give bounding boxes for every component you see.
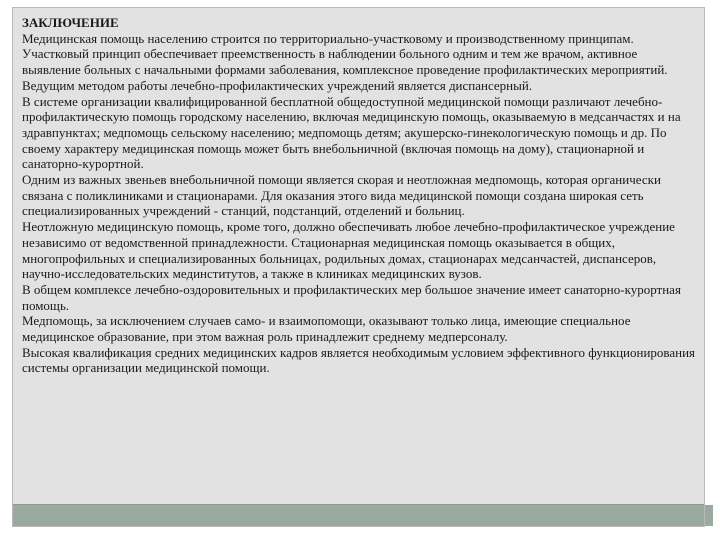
paragraph: В общем комплексе лечебно-оздоровительных и профилактических мер большое значение имеет санаторно-курортная помощь. [22, 281, 681, 313]
paragraph: Медицинская помощь населению строится по территориально-участковому и производственному принципам. [22, 30, 634, 46]
footer-strip [13, 504, 704, 526]
paragraph: Медпомощь, за исключением случаев само- и взаимопомощи, оказывают только лица, имеющие специальное медицинское образование, при этом важная роль принадлежит среднему медперсоналу. [22, 313, 631, 345]
paragraph: Неотложную медицинскую помощь, кроме того, должно обеспечивать любое лечебно-профилактическое учреждение независимо от ведомственной принадлежности. Стационарная медицинская помощь оказывается в общих, многопрофильных и специализированных больницах, родильных домах, стационарах медсанчастей, диспансеров, научно-исследовательских мединститутов, а также в клиниках медицинских вузов. [22, 219, 675, 282]
paragraph: Одним из важных звеньев внебольничной помощи является скорая и неотложная медпомощь, которая органически связана с поликлиниками и стационарами. Для оказания этого вида медицинской помощи создана широкая сеть специализированных учреждений - станций, подстанций, отделений и больниц. [22, 172, 661, 219]
paragraph: Высокая квалификация средних медицинских кадров является необходимым условием эффективного функционирования системы организации медицинской помощи. [22, 344, 696, 376]
footer-edge [705, 505, 713, 526]
document-title: ЗАКЛЮЧЕНИЕ [22, 15, 119, 30]
paragraph: Участковый принцип обеспечивает преемственность в наблюдении больного одним и тем же врачом, активное выявление больных с начальными формами заболевания, комплексное проведение профилактических мероприятий. Ведущим методом работы лечебно-профилактических учреждений является диспансерный. [22, 46, 668, 93]
paragraph: В системе организации квалифицированной бесплатной общедоступной медицинской помощи различают лечебно-профилактическую помощь городскому населению, включая медицинскую помощь, оказываемую в медсанчастях и на здравпунктах; медпомощь сельскому населению; медпомощь детям; акушерско-гинекологическую помощь и др. По своему характеру медицинская помощь может быть внебольничной (включая помощь на дому), стационарной и санаторно-курортной. [22, 93, 681, 172]
document-body [22, 15, 697, 376]
